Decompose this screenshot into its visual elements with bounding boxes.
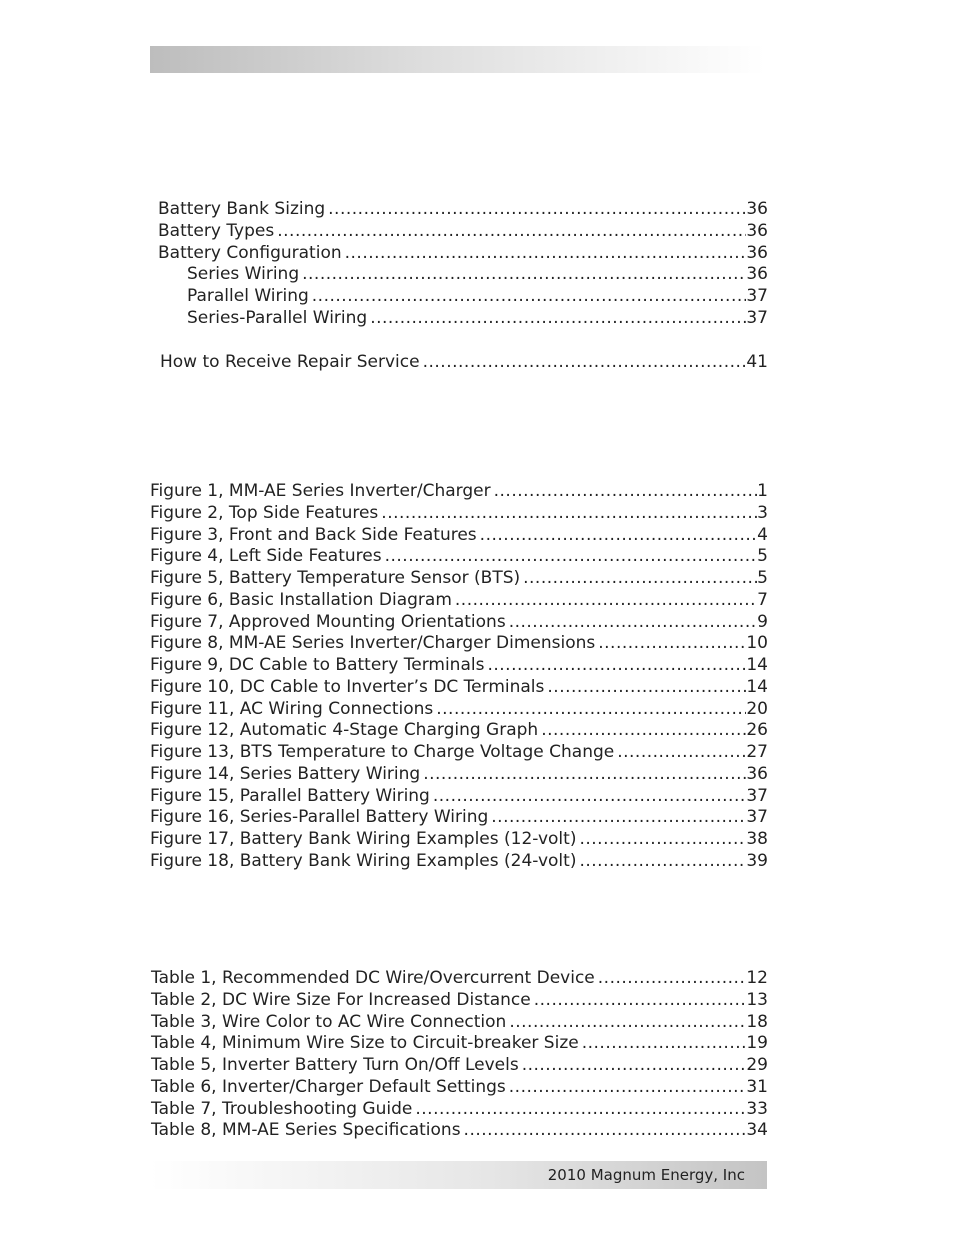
dot-leader — [579, 851, 746, 873]
toc-entry-page-number: 39 — [746, 850, 768, 871]
toc-entry-label: Battery Bank Sizing — [158, 199, 326, 219]
toc-entry-page-number: 1 — [757, 481, 768, 501]
toc-entry-label: How to Receive Repair Service — [160, 352, 420, 372]
toc-entry — [158, 308, 768, 330]
toc-entry-page-number: 37 — [746, 307, 768, 328]
dot-leader — [509, 612, 757, 634]
toc-entry — [150, 481, 768, 503]
dot-leader — [541, 720, 746, 742]
toc-entry-page-number: 4 — [757, 524, 768, 545]
toc-entry — [160, 352, 768, 374]
toc-entry-page-number: 14 — [746, 676, 768, 697]
toc-entry-label: Figure 12, Automatic 4-Stage Charging Graph — [150, 720, 539, 741]
toc-entry-label: Battery Configuration — [158, 242, 342, 263]
toc-entry-label: Table 5, Inverter Battery Turn On/Off Levels — [151, 1055, 519, 1075]
toc-entry — [150, 546, 768, 568]
dot-leader — [598, 968, 747, 990]
dot-leader — [480, 525, 758, 547]
toc-entry — [150, 568, 768, 590]
toc-entry-page-number: 10 — [746, 633, 768, 654]
toc-entry — [150, 786, 768, 808]
dot-leader — [328, 199, 746, 221]
toc-entry-label: Figure 2, Top Side Features — [150, 502, 379, 523]
toc-entry — [158, 264, 768, 286]
dot-leader — [433, 786, 747, 808]
contents-list — [158, 199, 768, 330]
toc-entry — [151, 1033, 768, 1055]
toc-entry-label: Table 1, Recommended DC Wire/Overcurrent Device — [151, 968, 595, 988]
toc-entry-label: Table 7, Troubleshooting Guide — [151, 1098, 413, 1119]
toc-entry-page-number: 26 — [746, 720, 768, 741]
dot-leader — [617, 742, 746, 764]
dot-leader — [491, 807, 746, 829]
toc-entry-label: Figure 16, Series-Parallel Battery Wiring — [150, 807, 489, 828]
dot-leader — [455, 590, 757, 612]
toc-entry-page-number: 38 — [746, 829, 768, 849]
toc-entry-label: Figure 5, Battery Temperature Sensor (BTS) — [150, 568, 521, 588]
toc-entry — [158, 199, 768, 221]
toc-entry-page-number: 18 — [746, 1011, 768, 1032]
toc-entry-label: Figure 4, Left Side Features — [150, 546, 382, 567]
toc-entry — [158, 243, 768, 265]
dot-leader — [494, 481, 758, 503]
toc-entry — [151, 1099, 768, 1121]
toc-entry-label: Figure 7, Approved Mounting Orientations — [150, 611, 506, 632]
toc-entry — [150, 742, 768, 764]
toc-entry-label: Battery Types — [158, 220, 275, 241]
toc-entry-page-number: 34 — [746, 1120, 768, 1141]
dot-leader — [385, 546, 758, 568]
toc-entry-page-number: 19 — [746, 1033, 768, 1054]
toc-entry-page-number: 36 — [746, 199, 768, 219]
toc-entry-label: Figure 17, Battery Bank Wiring Examples (12-volt) — [150, 829, 577, 849]
repair-list — [160, 352, 768, 374]
toc-entry — [150, 525, 768, 547]
toc-entry — [151, 1012, 768, 1034]
dot-leader — [312, 286, 747, 308]
toc-entry-page-number: 5 — [757, 568, 768, 588]
dot-leader — [547, 677, 746, 699]
toc-entry-label: Figure 9, DC Cable to Battery Terminals — [150, 655, 485, 675]
toc-entry-page-number: 41 — [746, 352, 768, 372]
toc-entry-page-number: 36 — [746, 763, 768, 784]
toc-entry-page-number: 20 — [746, 698, 768, 719]
dot-leader — [509, 1077, 747, 1099]
toc-entry-label: Table 4, Minimum Wire Size to Circuit-breaker Size — [151, 1033, 579, 1054]
toc-entry — [150, 764, 768, 786]
dot-leader — [598, 633, 746, 655]
header-gradient-bar — [150, 46, 765, 73]
toc-entry — [150, 590, 768, 612]
toc-entry — [150, 829, 768, 851]
toc-entry-page-number: 37 — [746, 785, 768, 806]
toc-entry — [150, 677, 768, 699]
toc-entry-page-number: 13 — [746, 989, 768, 1010]
toc-entry-label: Figure 13, BTS Temperature to Charge Voltage Change — [150, 742, 615, 762]
toc-entry-label: Table 8, MM-AE Series Specifications — [151, 1120, 461, 1141]
toc-entry-page-number: 37 — [746, 286, 768, 306]
toc-entry — [150, 503, 768, 525]
toc-entry-label: Figure 14, Series Battery Wiring — [150, 763, 421, 784]
tables-list — [151, 968, 768, 1142]
toc-entry-label: Figure 15, Parallel Battery Wiring — [150, 785, 430, 806]
dot-leader — [277, 221, 746, 243]
toc-entry — [151, 1120, 768, 1142]
toc-entry — [150, 807, 768, 829]
toc-entry — [151, 968, 768, 990]
dot-leader — [415, 1099, 746, 1121]
toc-entry-page-number: 12 — [746, 968, 768, 988]
toc-entry-page-number: 36 — [746, 264, 768, 285]
toc-entry — [150, 851, 768, 873]
toc-entry-page-number: 3 — [757, 502, 768, 523]
toc-entry-label: Table 3, Wire Color to AC Wire Connection — [151, 1011, 507, 1032]
toc-entry-label: Series Wiring — [187, 264, 300, 285]
toc-entry-page-number: 31 — [746, 1076, 768, 1097]
toc-entry — [151, 1077, 768, 1099]
toc-entry-label: Parallel Wiring — [187, 286, 309, 306]
toc-entry-page-number: 5 — [757, 546, 768, 567]
toc-entry — [158, 221, 768, 243]
dot-leader — [522, 1055, 747, 1077]
toc-entry-page-number: 14 — [746, 655, 768, 675]
toc-entry — [150, 720, 768, 742]
figures-list — [150, 481, 768, 873]
toc-entry-label: Figure 6, Basic Installation Diagram — [150, 589, 452, 610]
toc-entry-label: Table 2, DC Wire Size For Increased Distance — [151, 989, 531, 1010]
toc-entry — [151, 1055, 768, 1077]
toc-entry-page-number: 9 — [757, 611, 768, 632]
dot-leader — [509, 1012, 746, 1034]
toc-entry-label: Table 6, Inverter/Charger Default Settings — [151, 1076, 506, 1097]
toc-entry-label: Figure 8, MM-AE Series Inverter/Charger Dimensions — [150, 633, 596, 654]
dot-leader — [423, 764, 746, 786]
toc-entry-label: Figure 11, AC Wiring Connections — [150, 698, 434, 719]
footer-copyright: 2010 Magnum Energy, Inc — [547, 1166, 745, 1184]
toc-entry — [151, 990, 768, 1012]
toc-entry-page-number: 7 — [757, 589, 768, 610]
toc-entry — [150, 699, 768, 721]
toc-entry-label: Figure 3, Front and Back Side Features — [150, 524, 477, 545]
toc-entry-page-number: 37 — [746, 807, 768, 828]
dot-leader — [579, 829, 746, 851]
toc-entry — [150, 612, 768, 634]
toc-entry-page-number: 27 — [746, 742, 768, 762]
footer-bar — [150, 1161, 767, 1189]
dot-leader — [582, 1033, 747, 1055]
toc-entry-label: Figure 18, Battery Bank Wiring Examples (24-volt) — [150, 850, 577, 871]
dot-leader — [534, 990, 747, 1012]
dot-leader — [464, 1120, 747, 1142]
dot-leader — [523, 568, 757, 590]
toc-entry — [150, 655, 768, 677]
dot-leader — [381, 503, 757, 525]
dot-leader — [436, 699, 746, 721]
toc-entry-label: Figure 10, DC Cable to Inverter’s DC Terminals — [150, 676, 545, 697]
dot-leader — [487, 655, 746, 677]
toc-entry-label: Figure 1, MM-AE Series Inverter/Charger — [150, 481, 491, 501]
toc-entry-page-number: 29 — [746, 1055, 768, 1075]
dot-leader — [370, 308, 746, 330]
toc-entry — [150, 633, 768, 655]
toc-entry-page-number: 36 — [746, 242, 768, 263]
dot-leader — [302, 264, 746, 286]
toc-entry-page-number: 33 — [746, 1098, 768, 1119]
toc-entry-page-number: 36 — [746, 220, 768, 241]
dot-leader — [345, 243, 747, 265]
toc-entry-label: Series-Parallel Wiring — [187, 307, 368, 328]
toc-entry — [158, 286, 768, 308]
dot-leader — [423, 352, 747, 374]
